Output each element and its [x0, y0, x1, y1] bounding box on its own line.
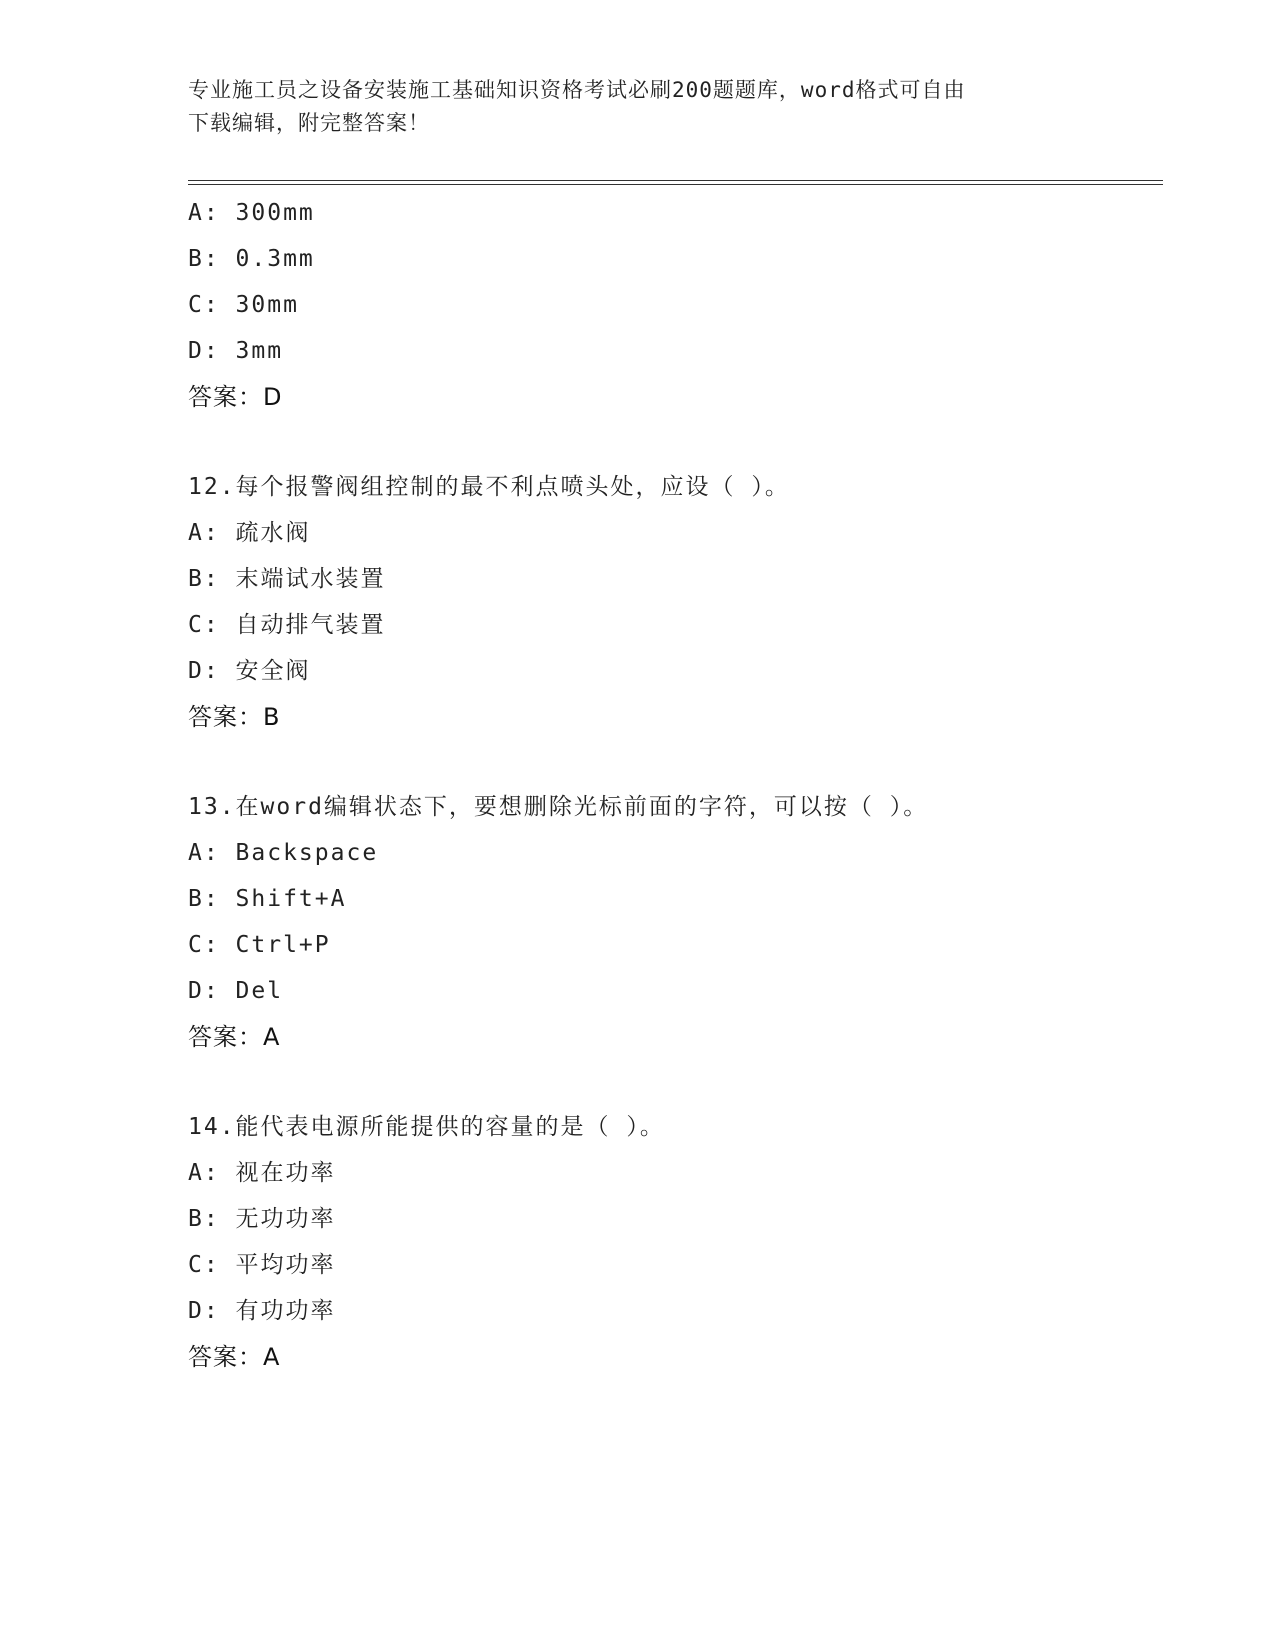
option-d: D: 有功功率 [188, 1298, 336, 1324]
header-rule-top [188, 180, 1163, 181]
option-c: C: 自动排气装置 [188, 612, 386, 638]
header-line-1: 专业施工员之设备安装施工基础知识资格考试必刷200题题库，word格式可自由 [188, 78, 966, 102]
question-13 [188, 784, 1163, 1060]
option-a: A: 视在功率 [188, 1160, 336, 1186]
answer: 答案：A [188, 1023, 281, 1051]
option-b: B: 末端试水装置 [188, 566, 386, 592]
question-14 [188, 1104, 1163, 1380]
option-b: B: Shift+A [188, 886, 347, 912]
answer: 答案：A [188, 1343, 281, 1371]
option-c: C: 平均功率 [188, 1252, 336, 1278]
option-d: D: 安全阀 [188, 658, 311, 684]
option-d: D: 3mm [188, 338, 284, 364]
option-b: B: 无功功率 [188, 1206, 336, 1232]
header-rule-bottom [188, 184, 1163, 185]
question-list [188, 190, 1163, 1380]
option-a: A: Backspace [188, 840, 379, 866]
option-c: C: Ctrl+P [188, 932, 331, 958]
question-12 [188, 464, 1163, 740]
question-stem: 14.能代表电源所能提供的容量的是（ ）。 [188, 1114, 665, 1140]
option-a: A: 300mm [188, 200, 315, 226]
answer: 答案：D [188, 383, 283, 411]
option-c: C: 30mm [188, 292, 299, 318]
question-stem: 12.每个报警阀组控制的最不利点喷头处，应设（ ）。 [188, 474, 790, 500]
header-line-2: 下载编辑，附完整答案！ [188, 111, 430, 135]
option-d: D: Del [188, 978, 284, 1004]
document-header [188, 74, 1068, 140]
option-a: A: 疏水阀 [188, 520, 311, 546]
question-stem: 13.在word编辑状态下，要想删除光标前面的字符，可以按（ ）。 [188, 794, 929, 820]
option-b: B: 0.3mm [188, 246, 315, 272]
question-fragment [188, 190, 1163, 420]
answer: 答案：B [188, 703, 281, 731]
